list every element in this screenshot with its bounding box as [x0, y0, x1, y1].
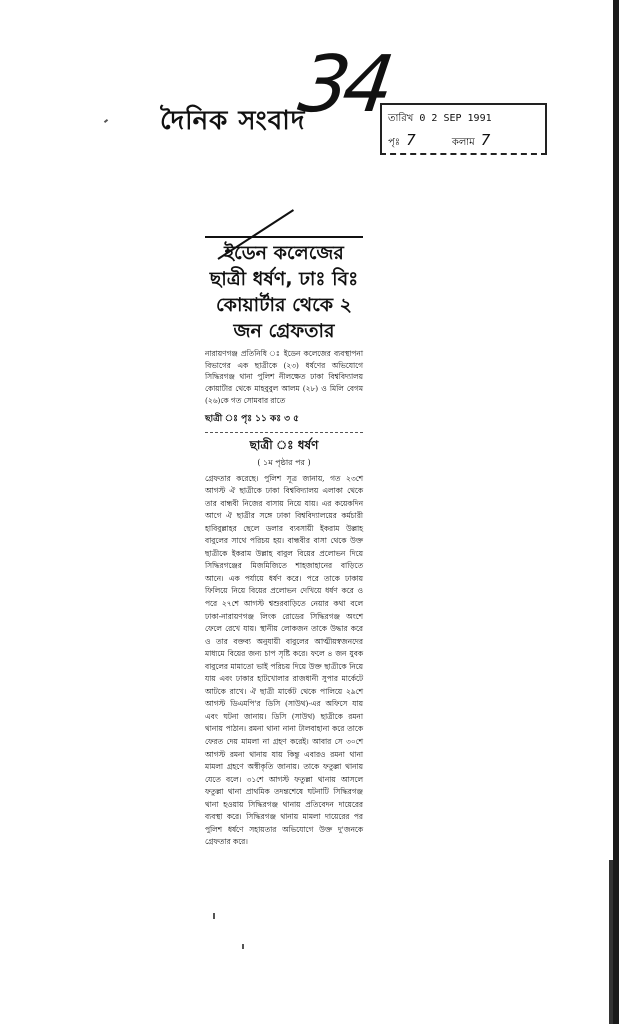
newspaper-masthead: দৈনিক সংবাদ — [160, 106, 306, 136]
article-intro: নারায়ণগঞ্জ প্রতিনিধি ঃ ইডেন কলেজের ব্যবস্থাপনা বিভাগের এক ছাত্রীকে (২৩) ধর্ষণের অভিযোগে সিদ্ধিরগঞ্জ থানা পুলিশ নীলক্ষেত ঢাকা বিশ্ববিদ্যালয় কোয়ার্টার থেকে মাহবুবুল আলম (২৮) ও মিলি বেগম (২৬)কে গত সোমবার রাতে — [205, 349, 363, 405]
archive-date-stamp — [380, 103, 547, 155]
scan-speck — [213, 913, 215, 919]
handwritten-page-number: 34 — [293, 40, 394, 130]
stamp-column-value: 7 — [480, 131, 491, 149]
stamp-page-row — [388, 131, 490, 152]
continuation-title: ছাত্রী ঃ ধর্ষণ — [249, 437, 319, 452]
stamp-date-value: 0 2 SEP 1991 — [419, 113, 492, 124]
article-headline: ইডেন কলেজের ছাত্রী ধর্ষণ, ঢাঃ বিঃ কোয়ার্টার থেকে ২ জন গ্রেফতার — [205, 236, 363, 344]
stamp-date-row — [388, 111, 492, 128]
stamp-column-label: কলাম — [451, 137, 475, 148]
continuation-note: ( ১ম পৃষ্ঠার পর ) — [257, 457, 311, 467]
scan-right-edge-shadow — [609, 860, 613, 1024]
stamp-page-label: পৃঃ — [388, 137, 401, 148]
article-body: গ্রেফতার করেছে। পুলিশ সূত্র জানায়, গত ২৩শে আগস্ট ঐ ছাত্রীকে ঢাকা বিশ্ববিদ্যালয় এলাকা থেকে তার বান্ধবী নিজের বাসায় নিয়ে যায়। এর কয়েকদিন আগে ঐ ছাত্রীর সঙ্গে ঢাকা বিশ্ববিদ্যালয়ের কর্মচারী হাবিবুল্লাহর ছেলে ডলার ব্যবসায়ী ইকরাম উল্লাহ বাবুলের সাথে পরিচয় হয়। বান্ধবীর বাসা থেকে উক্ত ছাত্রীকে ইকরাম উল্লাহ বাবুল বিয়ের প্রলোভন দিয়ে সিদ্ধিরগঞ্জের মিজমিজিতে শাহজাহানের বাড়িতে আনে। এক পর্যায়ে ধর্ষণ করে। পরে তাকে ঢাকায় ফিলিয়ে নিয়ে বিয়ের প্রলোভন দেখিয়ে ধর্ষণ করে ও পরে ২৭শে আগস্ট শ্বশুরবাড়িতে নেয়ার কথা বলে ঢাকা-নারায়ণগঞ্জ লিংক রোডের সিদ্ধিরগঞ্জ অংশে ফেলে রেখে যায়। স্থানীয় লোকজন তাকে উদ্ধার করে ও তার বক্তব্য অনুযায়ী বাবুলের আত্মীয়স্বজনদের মাধ্যমে বিয়ের জন্য চাপ সৃষ্টি করে। ফলে ৪ জন যুবক বাবুলের মামাতো ভাই পরিচয় দিয়ে উক্ত ছাত্রীকে নিয়ে যায় এবং ঢাকার হাটখোলার রাজধানী সুপার মার্কেটে আটকে রাখে। ঐ ছাত্রী মার্কেট থেকে পালিয়ে ২৯শে আগস্ট ডিএমপি'র ডিসি (সাউথ)-এর অফিসে যায় এবং ঘটনা জানায়। ডিসি (সাউথ) ছাত্রীকে রমনা থানায় পাঠান। রমনা থানা নানা টালবাহানা করে তাকে ফেরত দেয় মামলা না গ্রহণ করেই। আবার সে ৩০শে আগস্ট রমনা থানায় যায় কিন্তু এবারও রমনা থানা মামলা গ্রহণে অস্বীকৃতি জানায়। তাকে ফতুল্লা থানায় যেতে বলে। ৩১শে আগস্ট ফতুল্লা থানায় আসলে ফতুল্লা থানা প্রাথমিক তদন্তশেষে ঘটনাটি সিদ্ধিরগঞ্জ থানা হওয়ায় সিদ্ধিরগঞ্জ থানায় প্রতিবেদন দায়েরের ব্যবস্থা করে। সিদ্ধিরগঞ্জ থানায় মামলা দায়েরের পর পুলিশ ধর্ষণে সহায়তার অভিযোগে উক্ত দু'জনকে গ্রেফতার করে। — [205, 473, 363, 847]
scan-speck — [242, 944, 244, 949]
stamp-page-value: 7 — [406, 131, 416, 149]
section-divider — [205, 432, 363, 433]
scan-speck — [104, 119, 108, 123]
scan-right-edge — [613, 0, 619, 1024]
stamp-date-label: তারিখ — [388, 113, 414, 124]
article-jump-line: ছাত্রী ঃ পৃঃ ১১ কঃ ৩ ৫ — [205, 413, 300, 424]
news-clipping — [205, 236, 363, 849]
